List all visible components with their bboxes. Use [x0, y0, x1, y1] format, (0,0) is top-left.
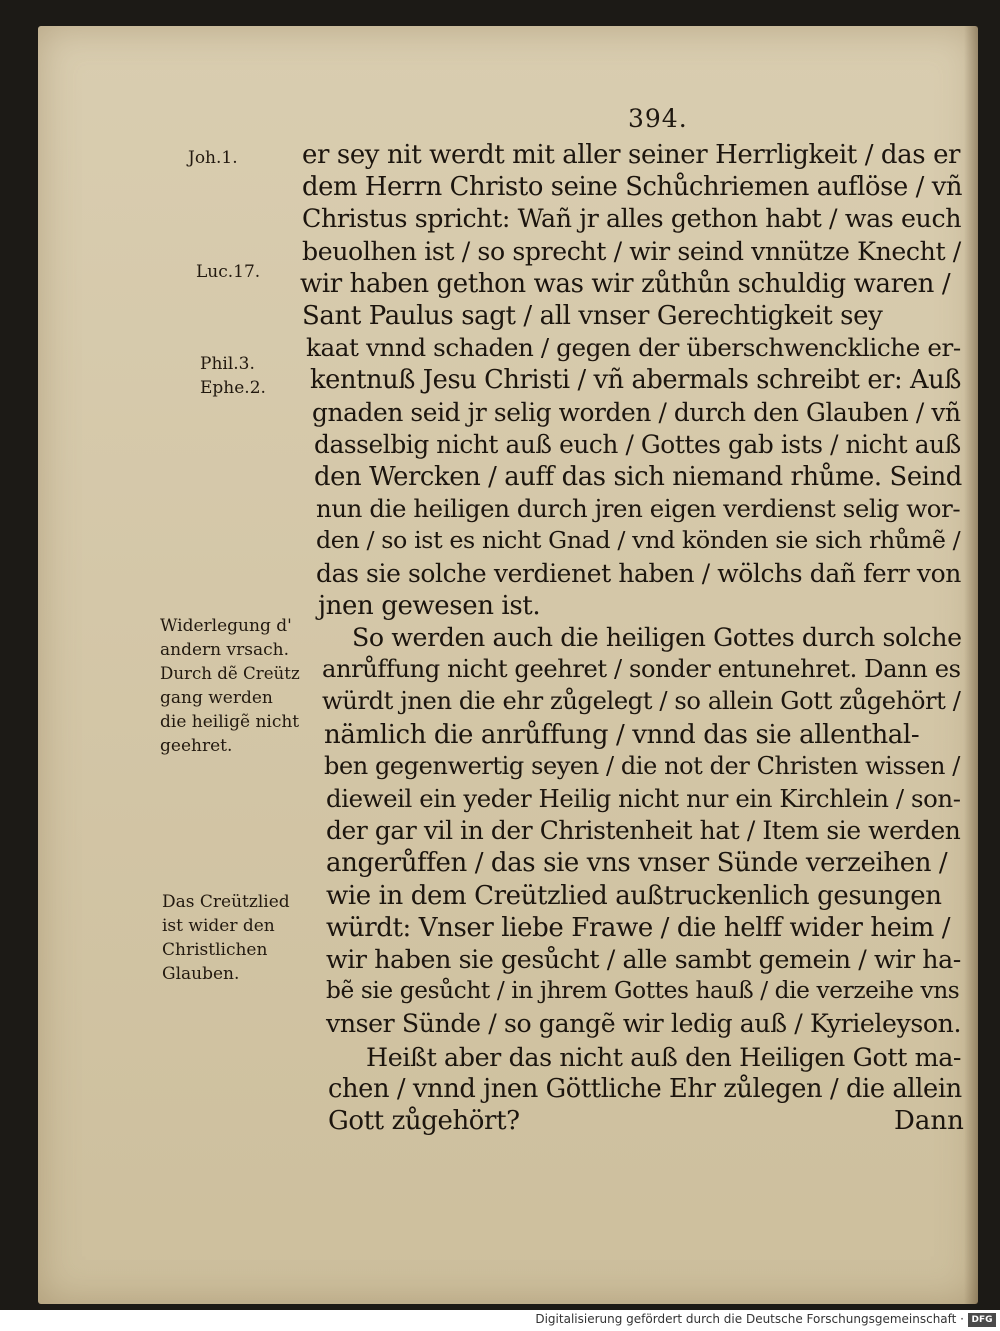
margin-note: Glauben. [162, 964, 240, 984]
body-line: nun die heiligen durch jren eigen verdienst selig wor- [316, 494, 961, 524]
body-line: den / so ist es nicht Gnad / vnd könden sie sich rhůmẽ / [316, 526, 961, 555]
margin-note: Durch dẽ Creütz [160, 664, 300, 683]
body-line: dem Herrn Christo seine Schůchriemen auflöse / vñ [302, 172, 963, 203]
body-line: wie in dem Creützlied außtruckenlich gesungen [326, 880, 942, 911]
body-line: ben gegenwertig seyen / die not der Christen wissen / [324, 751, 960, 780]
page-edge-shadow [964, 26, 978, 1304]
body-line: angerůffen / das sie vns vnser Sünde verzeihen / [326, 848, 948, 879]
body-line: würdt jnen die ehr zůgelegt / so allein Gott zůgehört / [322, 687, 961, 716]
dfg-logo: DFG [968, 1313, 996, 1327]
body-line: dieweil ein yeder Heilig nicht nur ein Kirchlein / son- [326, 784, 961, 813]
margin-note: Phil.3. [200, 354, 255, 374]
catchword: Dann [894, 1106, 964, 1136]
body-line: der gar vil in der Christenheit hat / Item sie werden [326, 816, 961, 846]
margin-note: ist wider den [162, 916, 275, 936]
margin-note: Christlichen [162, 940, 268, 960]
margin-note: andern vrsach. [160, 640, 289, 660]
body-line: würdt: Vnser liebe Frawe / die helff wider heim / [326, 912, 951, 943]
body-line: jnen gewesen ist. [318, 590, 541, 621]
body-line: anrůffung nicht geehret / sonder entunehret. Dann es [322, 655, 961, 684]
body-line: So werden auch die heiligen Gottes durch solche [352, 623, 962, 652]
body-line: gnaden seid jr selig worden / durch den Glauben / vñ [312, 397, 961, 427]
body-line: Sant Paulus sagt / all vnser Gerechtigkeit sey [302, 301, 883, 331]
body-line: den Wercken / auff das sich niemand rhůme. Seind [314, 462, 962, 492]
body-line: das sie solche verdienet haben / wölchs dañ ferr von [316, 558, 961, 588]
body-line: Gott zůgehört? [328, 1106, 520, 1136]
margin-note: die heiligẽ nicht [160, 712, 300, 732]
margin-note: Luc.17. [196, 262, 261, 282]
margin-note: geehret. [160, 736, 233, 756]
body-line: Heißt aber das nicht auß den Heiligen Gott ma- [366, 1041, 962, 1072]
body-line: kentnuß Jesu Christi / vñ abermals schreibt er: Auß [310, 365, 962, 396]
margin-note: Das Creützlied [162, 892, 290, 912]
body-line: vnser Sünde / so gangẽ wir ledig auß / Kyrieleyson. [326, 1009, 962, 1039]
body-line: wir haben gethon was wir zůthůn schuldig waren / [300, 268, 951, 299]
body-line: dasselbig nicht auß euch / Gottes gab ists / nicht auß [314, 429, 961, 459]
body-line: nämlich die anrůffung / vnnd das sie allenthal- [324, 719, 920, 750]
body-line: Christus spricht: Wañ jr alles gethon habt / was euch [302, 204, 962, 234]
margin-note: gang werden [160, 688, 273, 708]
body-line: chen / vnnd jnen Göttliche Ehr zůlegen / die allein [328, 1073, 962, 1104]
footer-credit: Digitalisierung gefördert durch die Deutsche Forschungsgemeinschaft · [535, 1312, 964, 1326]
margin-note: Joh.1. [188, 148, 238, 168]
body-line: bẽ sie gesůcht / in jhrem Gottes hauß / die verzeihe vns [326, 977, 960, 1005]
footer-bar [0, 1310, 1000, 1331]
body-line: beuolhen ist / so sprecht / wir seind vnnütze Knecht / [302, 236, 961, 266]
margin-note: Widerlegung d' [160, 616, 292, 636]
body-line: kaat vnnd schaden / gegen der überschwenckliche er- [306, 333, 961, 363]
body-line: er sey nit werdt mit aller seiner Herrligkeit / das er [302, 140, 961, 170]
margin-note: Ephe.2. [200, 378, 266, 398]
body-line: wir haben sie gesůcht / alle sambt gemein / wir ha- [326, 945, 961, 974]
page-number: 394. [628, 104, 688, 133]
